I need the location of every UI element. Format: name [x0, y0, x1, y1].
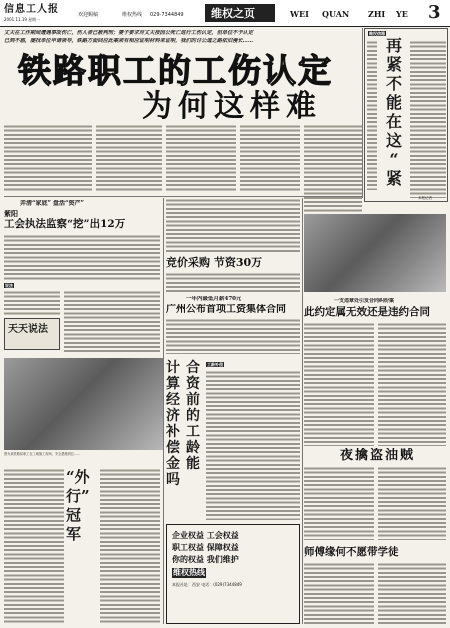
- lead-article-body-1: [4, 124, 92, 192]
- shifu-title: 师傅缘何不愿带学徒: [304, 546, 399, 558]
- ad-hotline: 维权热线: [173, 568, 205, 577]
- sidebar-kicker: 维权信箱: [369, 31, 385, 36]
- sidebar-char-8: 紧: [385, 169, 402, 188]
- yegu-body-1: [304, 466, 374, 540]
- wages-body: [206, 370, 300, 520]
- wages-title-col-1: [166, 360, 184, 488]
- wages-char-7: 金: [166, 456, 180, 472]
- wages-title-col-2: [186, 360, 204, 472]
- guangzhou-deck: 一年内最低月薪470元: [186, 296, 242, 302]
- pinyin-3: ZHI: [368, 9, 386, 19]
- shifu-body-1: [304, 562, 374, 624]
- sidebar-headline: [380, 36, 408, 188]
- left-col-body-b: [64, 290, 160, 354]
- ad-line-3: 你的权益 我们维护: [172, 554, 239, 564]
- lead-article-body-4: [240, 124, 300, 192]
- guangzhou-title: 广州公布首项工资集体合同: [166, 304, 286, 315]
- hongqi-body-1: [304, 322, 374, 446]
- pinyin-1: WEI: [290, 9, 309, 19]
- wages-char2-4: 的: [186, 408, 200, 424]
- paper-name: 信息工人报: [4, 4, 59, 15]
- wages-char-4: 济: [166, 408, 180, 424]
- rule-1: [4, 196, 362, 197]
- zhengyang-body: [4, 234, 160, 280]
- section-title: 维权之页: [211, 7, 255, 20]
- hotline-label: 维权热线: [122, 12, 143, 18]
- main-headline-2: 为何这样难: [142, 89, 322, 124]
- wages-char2-1: 合: [186, 360, 200, 376]
- hongqi-title: 此约定属无效还是违约合同: [304, 306, 430, 318]
- wages-char-2: 算: [166, 376, 180, 392]
- sidebar-char-3: 不: [385, 74, 402, 93]
- sidebar-char-5: 在: [385, 112, 402, 131]
- column-rule-1: [163, 198, 164, 624]
- waihang-char-1: “外: [66, 468, 90, 486]
- sidebar-char-1: 再: [385, 36, 402, 55]
- workers-photo: [304, 214, 446, 292]
- waihang-char-2: 行”: [66, 487, 90, 505]
- shifu-body-2: [378, 562, 446, 624]
- deck-line-1: 丈夫在工作期间遭遇事故伤亡，伤人者已被判刑；妻子要求对丈夫按因公死亡进行工伤认定，但单位不予认定: [4, 30, 254, 36]
- column-rule-3: [362, 28, 363, 198]
- hongqi-kicker: 一支违章处引发合同纠纷案: [334, 298, 395, 304]
- edition-nav[interactable]: 欢迎赐稿: [78, 12, 99, 18]
- feature-photo: [4, 358, 164, 450]
- wages-char-5: 补: [166, 424, 180, 440]
- waihang-char-4: 军: [66, 525, 82, 543]
- wages-char-3: 经: [166, 392, 180, 408]
- ad-line-1: 企业权益 工会权益: [172, 530, 239, 540]
- wages-char-8: 吗: [166, 472, 180, 488]
- wages-char2-6: 龄: [186, 440, 200, 456]
- pinyin-4: YE: [396, 9, 408, 19]
- lead-article-body-5: [304, 124, 362, 212]
- sidebar-char-7: “: [389, 150, 399, 169]
- ad-footer: 本报社址：西安 电话：(029)7344849: [172, 582, 242, 587]
- page-number: 3: [428, 2, 441, 23]
- waihang-body-2: [100, 468, 160, 624]
- calligraphy-label: 天天说法: [8, 324, 48, 335]
- zhengyang-place: 紫阳: [4, 210, 18, 218]
- wages-char2-5: 工: [186, 424, 200, 440]
- waihang-body-1: [4, 468, 64, 624]
- deck-line-2: 已到不惑，屡找单位申请领导，铁路方面回应此案须有相应证明材料来证明，我们的讨公道之路依旧漫长……: [4, 38, 254, 44]
- issue-date: 2001.11.19 星期一: [4, 17, 41, 22]
- left-col-body-a: [4, 290, 60, 316]
- sidebar-byline: 本报记者: [418, 196, 432, 200]
- jingzheng-body: [166, 272, 300, 292]
- zhengyang-title: 工会执法监察“挖”出12万: [4, 218, 126, 230]
- ad-line-2: 职工权益 保障权益: [172, 542, 239, 552]
- sidebar-char-2: 紧: [385, 55, 402, 74]
- lead-article-body-3: [166, 124, 236, 192]
- waihang-char-3: 冠: [66, 506, 82, 524]
- jingzheng-title: 竞价采购 节资30万: [166, 256, 263, 269]
- hongqi-body-2: [378, 322, 446, 446]
- hotline-number: 029-7344849: [150, 12, 184, 18]
- main-headline-1: 铁路职工的工伤认定: [18, 51, 333, 90]
- column-label: 说法: [5, 283, 13, 288]
- wages-kicker: 工龄补偿: [207, 362, 223, 367]
- photo-caption: 图为某铁路局职工在工地施工现场，安全措施到位……: [4, 452, 81, 456]
- yegu-body-2: [378, 466, 446, 540]
- guangzhou-body: [166, 318, 300, 354]
- sidebar-char-4: 能: [385, 93, 402, 112]
- wages-char-6: 偿: [166, 440, 180, 456]
- column-rule-2: [302, 198, 303, 624]
- waihang-title: [66, 468, 96, 544]
- wages-char2-2: 资: [186, 376, 200, 392]
- wages-char-1: 计: [166, 360, 180, 376]
- sidebar-body-right: [410, 40, 446, 198]
- wages-char2-3: 前: [186, 392, 200, 408]
- sidebar-char-6: 这: [385, 131, 402, 150]
- lead-article-body-2: [96, 124, 162, 192]
- middle-article-body: [166, 198, 300, 252]
- sidebar-body-left: [367, 40, 377, 190]
- pinyin-2: QUAN: [322, 9, 350, 19]
- yegu-title: 夜擒盗油贼: [340, 448, 416, 463]
- wages-char2-7: 能: [186, 456, 200, 472]
- zhengyang-kicker: 弄清“家底” 盘活“资产”: [20, 200, 84, 207]
